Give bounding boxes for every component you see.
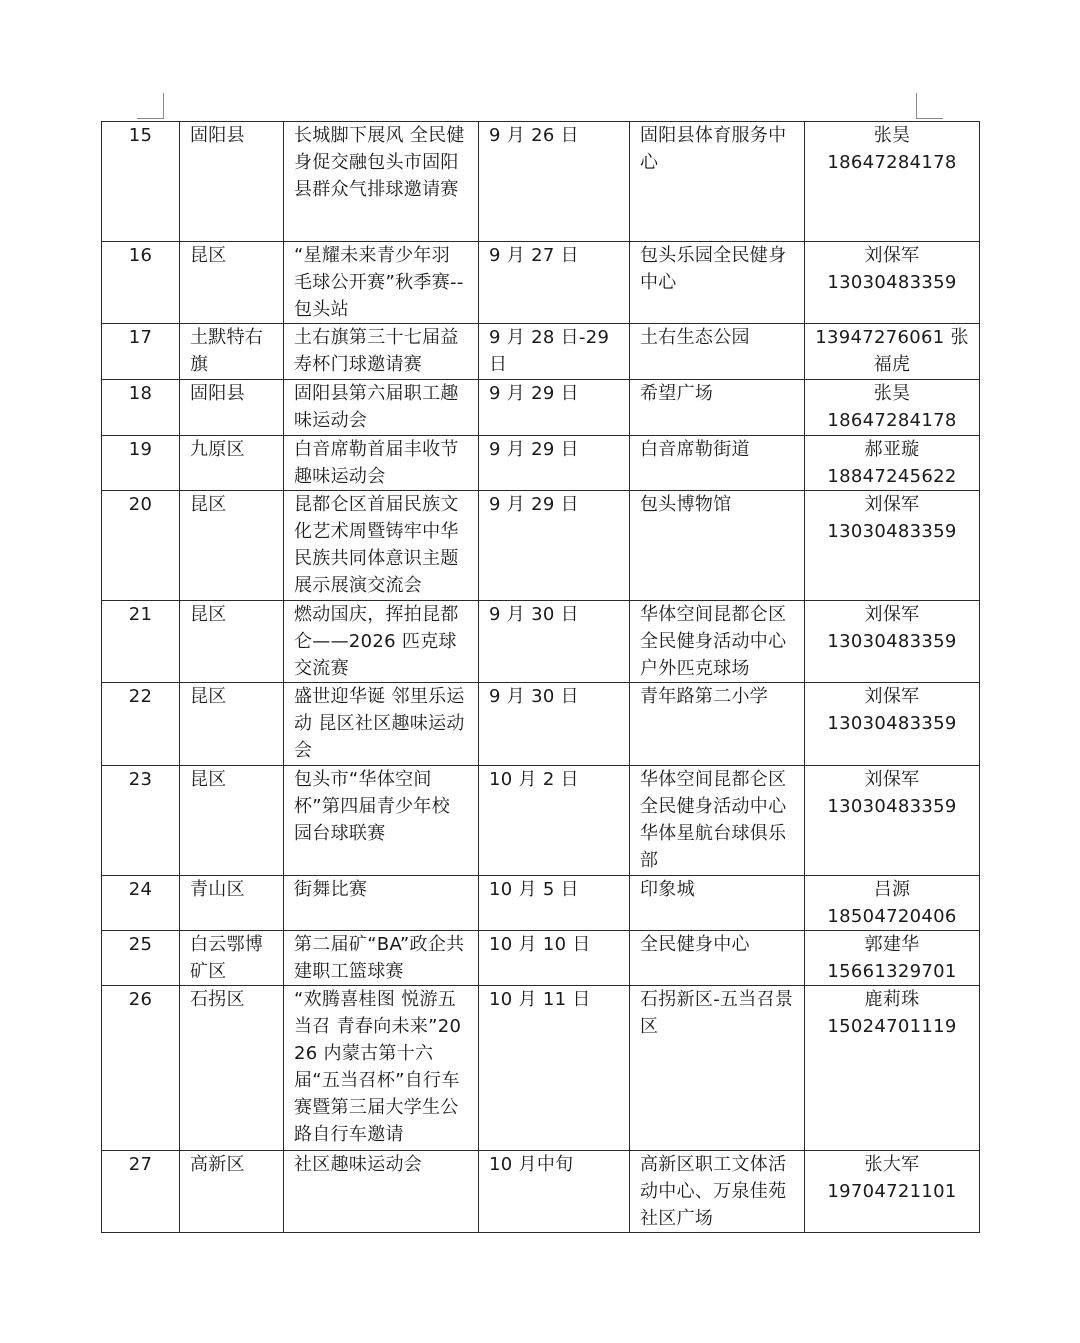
district-text: 昆区 [190, 769, 227, 790]
venue-cell [630, 436, 805, 491]
event-cell [284, 324, 479, 380]
row-number-text: 27 [128, 1154, 153, 1175]
venue-text: 土右生态公园 [640, 327, 750, 348]
crop-mark-left-vertical [163, 93, 164, 119]
table-row [102, 601, 980, 683]
contact-phone: 18647284178 [827, 152, 957, 173]
event-cell [284, 601, 479, 683]
date-text: 9 月 27 日 [489, 245, 579, 266]
contact-name: 刘保军 [864, 245, 920, 266]
venue-text: 包头乐园全民健身中心 [640, 245, 787, 293]
event-text: 盛世迎华诞 邻里乐运动 昆区社区趣味运动会 [294, 686, 465, 761]
district-text: 昆区 [190, 604, 227, 625]
contact-phone: 13030483359 [827, 713, 957, 734]
event-text: 土右旗第三十七届益寿杯门球邀请赛 [294, 327, 459, 375]
district-text: 九原区 [190, 439, 245, 460]
row-number-text: 24 [128, 879, 153, 900]
date-cell [479, 876, 630, 931]
event-text: “欢腾喜桂图 悦游五当召 青春向未来”2026 内蒙古第十六届“五当召杯”自行车赛暨第三届大学生公路自行车邀请 [294, 989, 462, 1145]
date-cell [479, 683, 630, 766]
date-text: 9 月 29 日 [489, 383, 579, 404]
date-text: 10 月 11 日 [489, 989, 591, 1010]
district-text: 昆区 [190, 686, 227, 707]
table-row [102, 436, 980, 491]
table-row [102, 931, 980, 986]
event-text: 燃动国庆，挥拍昆都仑——2026 匹克球交流赛 [294, 604, 459, 679]
event-text: 包头市“华体空间杯”第四届青少年校园台球联赛 [294, 769, 451, 844]
date-text: 9 月 29 日 [489, 494, 579, 515]
date-text: 10 月 5 日 [489, 879, 579, 900]
row-number-text: 25 [128, 934, 153, 955]
date-cell [479, 324, 630, 380]
venue-cell [630, 601, 805, 683]
contact-cell [805, 324, 980, 380]
contact-name: 刘保军 [864, 769, 920, 790]
row-number-text: 26 [128, 989, 153, 1010]
contact-name: 刘保军 [864, 604, 920, 625]
row-number [102, 436, 180, 491]
contact-cell [805, 1151, 980, 1233]
row-number-text: 18 [128, 383, 153, 404]
event-cell [284, 380, 479, 436]
row-number [102, 1151, 180, 1233]
table-row [102, 986, 980, 1151]
date-text: 9 月 30 日 [489, 604, 579, 625]
district-text: 石拐区 [190, 989, 245, 1010]
event-cell [284, 986, 479, 1151]
table-row [102, 122, 980, 242]
venue-cell [630, 324, 805, 380]
venue-cell [630, 1151, 805, 1233]
event-cell [284, 1151, 479, 1233]
venue-cell [630, 683, 805, 766]
district-cell [180, 436, 284, 491]
date-cell [479, 1151, 630, 1233]
row-number [102, 242, 180, 324]
venue-cell [630, 766, 805, 876]
district-text: 土默特右旗 [190, 327, 264, 375]
venue-text: 华体空间昆都仑区全民健身活动中心华体星航台球俱乐部 [640, 769, 787, 871]
contact-name: 张大军 [864, 1154, 920, 1175]
crop-mark-right-vertical [916, 93, 917, 119]
district-text: 固阳县 [190, 383, 245, 404]
venue-text: 高新区职工文体活动中心、万泉佳苑社区广场 [640, 1154, 787, 1229]
date-text: 9 月 28 日-29 日 [489, 327, 610, 375]
date-text: 9 月 30 日 [489, 686, 579, 707]
table-row [102, 324, 980, 380]
row-number-text: 22 [128, 686, 153, 707]
district-cell [180, 601, 284, 683]
venue-cell [630, 876, 805, 931]
contact-name: 郭建华 [864, 934, 920, 955]
contact-name: 鹿莉珠 [864, 989, 920, 1010]
district-cell [180, 931, 284, 986]
date-text: 9 月 26 日 [489, 125, 579, 146]
table-row [102, 242, 980, 324]
contact-phone: 15024701119 [827, 1016, 957, 1037]
event-cell [284, 683, 479, 766]
contact-cell [805, 491, 980, 601]
date-cell [479, 766, 630, 876]
row-number [102, 122, 180, 242]
date-text: 10 月中旬 [489, 1154, 574, 1175]
table-row [102, 380, 980, 436]
row-number-text: 17 [128, 327, 153, 348]
row-number [102, 683, 180, 766]
venue-cell [630, 931, 805, 986]
event-text: 第二届矿“BA”政企共建职工篮球赛 [294, 934, 465, 982]
row-number [102, 491, 180, 601]
date-text: 9 月 29 日 [489, 439, 579, 460]
district-cell [180, 1151, 284, 1233]
venue-cell [630, 122, 805, 242]
row-number-text: 20 [128, 494, 153, 515]
row-number [102, 380, 180, 436]
contact-phone: 13030483359 [827, 521, 957, 542]
events-table [101, 121, 980, 1233]
row-number [102, 986, 180, 1151]
venue-text: 包头博物馆 [640, 494, 732, 515]
table-row [102, 1151, 980, 1233]
row-number [102, 601, 180, 683]
district-cell [180, 986, 284, 1151]
table-row [102, 876, 980, 931]
row-number [102, 931, 180, 986]
row-number [102, 766, 180, 876]
venue-text: 白音席勒街道 [640, 439, 750, 460]
venue-text: 石拐新区-五当召景区 [640, 989, 794, 1037]
date-cell [479, 242, 630, 324]
event-text: 长城脚下展风 全民健身促交融包头市固阳县群众气排球邀请赛 [294, 125, 465, 200]
crop-mark-right-horizontal [916, 118, 943, 119]
venue-text: 全民健身中心 [640, 934, 750, 955]
row-number-text: 16 [128, 245, 153, 266]
event-cell [284, 766, 479, 876]
contact-name: 张昊 [873, 125, 911, 146]
contact-phone: 18847245622 [827, 466, 957, 487]
district-cell [180, 491, 284, 601]
row-number-text: 21 [128, 604, 153, 625]
contact-cell [805, 436, 980, 491]
date-cell [479, 380, 630, 436]
date-cell [479, 601, 630, 683]
date-text: 10 月 2 日 [489, 769, 579, 790]
event-cell [284, 931, 479, 986]
contact-name: 吕源 [873, 879, 911, 900]
district-cell [180, 242, 284, 324]
event-text: “星耀未来青少年羽毛球公开赛”秋季赛--包头站 [294, 245, 464, 320]
contact-phone: 19704721101 [827, 1181, 957, 1202]
event-cell [284, 242, 479, 324]
contact-name: 刘保军 [864, 686, 920, 707]
row-number-text: 23 [128, 769, 153, 790]
event-text: 街舞比赛 [294, 879, 368, 900]
row-number [102, 876, 180, 931]
district-text: 青山区 [190, 879, 245, 900]
date-cell [479, 986, 630, 1151]
contact-cell [805, 380, 980, 436]
district-text: 白云鄂博矿区 [190, 934, 264, 982]
event-text: 白音席勒首届丰收节趣味运动会 [294, 439, 459, 487]
row-number-text: 15 [128, 125, 153, 146]
date-cell [479, 436, 630, 491]
district-text: 高新区 [190, 1154, 245, 1175]
contact-name: 郝亚璇 [864, 439, 920, 460]
contact-phone: 15661329701 [827, 961, 957, 982]
district-cell [180, 683, 284, 766]
contact-phone: 13030483359 [827, 796, 957, 817]
table-row [102, 766, 980, 876]
district-text: 固阳县 [190, 125, 245, 146]
date-cell [479, 491, 630, 601]
venue-text: 固阳县体育服务中心 [640, 125, 787, 173]
table-row [102, 491, 980, 601]
date-cell [479, 122, 630, 242]
district-text: 昆区 [190, 494, 227, 515]
event-cell [284, 122, 479, 242]
district-cell [180, 380, 284, 436]
district-cell [180, 876, 284, 931]
table-row [102, 683, 980, 766]
date-text: 10 月 10 日 [489, 934, 591, 955]
contact-phone: 18647284178 [827, 410, 957, 431]
event-cell [284, 491, 479, 601]
contact-cell [805, 986, 980, 1151]
venue-text: 印象城 [640, 879, 695, 900]
venue-cell [630, 242, 805, 324]
venue-text: 希望广场 [640, 383, 714, 404]
contact-cell [805, 601, 980, 683]
contact-phone: 18504720406 [827, 906, 957, 927]
contact-name: 13947276061 张福虎 [815, 327, 969, 375]
date-cell [479, 931, 630, 986]
event-cell [284, 876, 479, 931]
contact-name: 刘保军 [864, 494, 920, 515]
contact-cell [805, 242, 980, 324]
row-number-text: 19 [128, 439, 153, 460]
venue-cell [630, 986, 805, 1151]
contact-name: 张昊 [873, 383, 911, 404]
district-cell [180, 766, 284, 876]
venue-text: 华体空间昆都仑区全民健身活动中心户外匹克球场 [640, 604, 787, 679]
district-cell [180, 324, 284, 380]
crop-mark-left-horizontal [137, 118, 164, 119]
contact-phone: 13030483359 [827, 631, 957, 652]
venue-cell [630, 380, 805, 436]
contact-cell [805, 683, 980, 766]
district-text: 昆区 [190, 245, 227, 266]
contact-cell [805, 766, 980, 876]
district-cell [180, 122, 284, 242]
venue-text: 青年路第二小学 [640, 686, 769, 707]
contact-cell [805, 876, 980, 931]
venue-cell [630, 491, 805, 601]
event-text: 社区趣味运动会 [294, 1154, 423, 1175]
event-text: 昆都仑区首届民族文化艺术周暨铸牢中华民族共同体意识主题展示展演交流会 [294, 494, 459, 596]
event-cell [284, 436, 479, 491]
row-number [102, 324, 180, 380]
contact-cell [805, 931, 980, 986]
contact-cell [805, 122, 980, 242]
event-text: 固阳县第六届职工趣味运动会 [294, 383, 459, 431]
contact-phone: 13030483359 [827, 272, 957, 293]
